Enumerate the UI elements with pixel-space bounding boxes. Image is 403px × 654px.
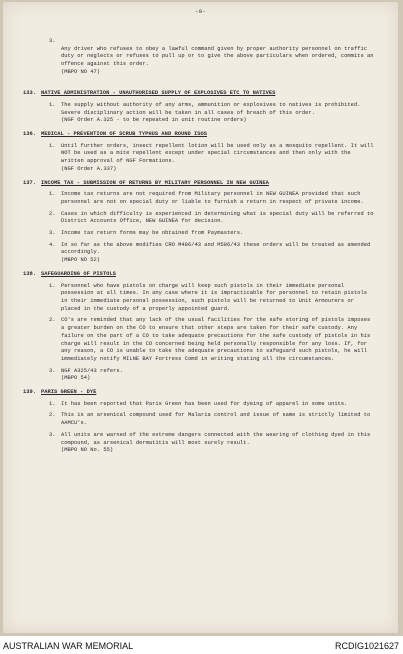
paragraph-text: CO's are reminded that any lack of the usual facilities for the safe storing of pistols imposes a greater burden on the CO to ensure that other steps are taken for their safe custody. Any failure on the part of a CO to take adequate precautions for the safe custody of pistols in his charge will result in the CO concerned being held personally responsible for any loss. If, for any reason, a CO is unable to take the adequate precautions to safeguard such pistols, he will immediately notify MILNE BAY Fortress Comd in writing stating all the circumstances. — [61, 317, 371, 362]
order-section — [23, 90, 375, 125]
paragraph-text: Personnel who have pistols on charge will keep such pistols in their immediate personal possession at all times. In any case where it is impracticable for personnel to retain pistols in their immediate personal possession, such pistols will be returned to Unit Armourers or placed in the custody of a properly appointed guard. — [61, 282, 367, 312]
paragraph-text: Any driver who refuses to obey a lawful command given by proper authority personnel on traffic duty or neglects or refuses to pull up or to give the above particulars when ordered, commits an offence against this order. — [61, 45, 374, 68]
section-title: PARIS GREEN - DYE — [41, 389, 97, 396]
page-number: -9- — [195, 8, 206, 15]
order-section — [23, 131, 375, 174]
paragraph-number: 1. — [49, 191, 56, 198]
paragraph-number: 2. — [49, 412, 56, 419]
paragraph — [49, 412, 375, 427]
section-heading — [23, 131, 375, 139]
paragraph — [49, 242, 375, 265]
order-section — [23, 271, 375, 383]
paragraph-number: 2. — [49, 317, 56, 324]
archive-name: AUSTRALIAN WAR MEMORIAL — [3, 641, 134, 651]
paragraph — [49, 211, 375, 226]
paragraph-text: Income tax returns are not required from Military personnel in NEW GUINEA provided that such personnel are not on special duty or liable to furnish a return in respect of private income. — [61, 191, 364, 205]
paragraph-number: 3. — [49, 431, 56, 438]
paragraph-text: All units are warned of the extreme dangers connected with the wearing of clothing dyed in this compound, as arsenical dermatitis will most surely result. (MBPO NO No. 55) — [61, 431, 371, 454]
opening-paragraph — [49, 38, 375, 84]
orders-content — [23, 38, 375, 459]
order-section — [23, 389, 375, 455]
paragraph — [49, 191, 375, 206]
paragraph-number: 3. — [49, 230, 56, 237]
archive-footer — [0, 637, 403, 654]
section-title: NATIVE ADMINISTRATION - UNAUTHORISED SUPPLY OF EXPLOSIVES ETC TO NATIVES — [41, 90, 276, 97]
section-number: 138. — [23, 270, 37, 277]
section-number: 137. — [23, 179, 37, 186]
section-number: 136. — [23, 131, 37, 138]
section-number: 139. — [23, 389, 37, 396]
section-title: MEDICAL - PREVENTION OF SCRUB TYPHUS AND ROUND ISOS — [41, 131, 207, 138]
paragraph — [49, 401, 375, 409]
paragraph-text: Until further orders, insect repellent lotion will be used only as a mosquito repellent. It will NOT be used as a mite repellent except under special circumstances and then only with the written approval of NGF Formations. (NGF Order A.337) — [61, 142, 374, 172]
section-number: 133. — [23, 90, 37, 97]
order-section — [23, 180, 375, 265]
paragraph-text: The supply without authority of any arms, ammunition or explosives to natives is prohibited. Severe disciplinary action will be taken in all cases of breach of this order. (NGF Order A.325 - to be repeated in unit routine orders) — [61, 101, 361, 124]
paragraph-number: 1. — [49, 400, 56, 407]
paragraph-number: 1. — [49, 282, 56, 289]
paragraph — [49, 432, 375, 455]
paragraph — [49, 283, 375, 314]
paragraph-number: 2. — [49, 210, 56, 217]
paragraph-number: 3. — [49, 38, 56, 44]
document-page — [3, 2, 398, 633]
paragraph-reference: (MBPO NO 47) — [61, 68, 101, 75]
paragraph-text: NGF A325/43 refers. (MBPO 54) — [61, 367, 123, 382]
section-title: INCOME TAX - SUBMISSION OF RETURNS BY MILITARY PERSONNEL IN NEW GUINEA — [41, 179, 269, 186]
paragraph-text: This is an arsenical compound used for Malaria control and issue of same is strictly limited to AAMCU's. — [61, 412, 371, 427]
paragraph-text: It has been reported that Paris Green has been used for dyeing of apparel in some units. — [61, 400, 348, 407]
paragraph-number: 1. — [49, 142, 56, 149]
paragraph-number: 1. — [49, 101, 56, 108]
paragraph — [49, 368, 375, 383]
paragraph-number: 4. — [49, 241, 56, 248]
paragraph — [49, 317, 375, 363]
paragraph-text: Income tax return forms may be obtained from Paymasters. — [61, 230, 244, 237]
section-heading — [23, 389, 375, 397]
paragraph — [49, 143, 375, 174]
section-heading — [23, 180, 375, 188]
archive-id: RCDIG1021627 — [334, 641, 399, 651]
paragraph — [49, 230, 375, 238]
paragraph-text: Cases in which difficulty is experienced in determining what is special duty will be referred to District Accounts Office, NEW GUINEA for decision. — [61, 210, 374, 225]
section-heading — [23, 271, 375, 279]
paragraph — [49, 102, 375, 125]
sections-list — [23, 90, 375, 455]
paragraph-number: 3. — [49, 367, 56, 374]
paragraph-text: In so far as the above modifies CRO M486/43 and M586/43 these orders will be treated as amended accordingly. (MBPO NO 52) — [61, 241, 371, 264]
section-title: SAFEGUARDING OF PISTOLS — [41, 270, 116, 277]
section-heading — [23, 90, 375, 98]
